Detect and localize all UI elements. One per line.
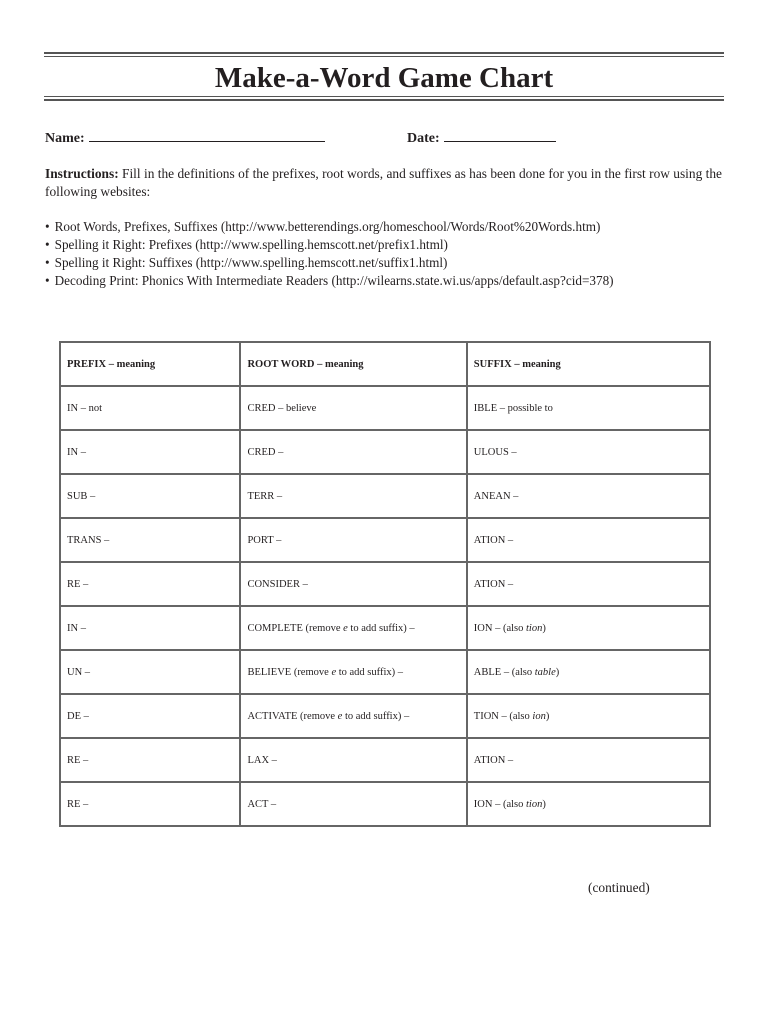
name-blank-line[interactable] [89,131,325,142]
table-header-row [60,342,710,386]
table-row [60,606,710,650]
cell-italic-text: e [337,710,343,722]
cell-text: ATION – [473,578,514,590]
make-a-word-table [59,341,711,827]
name-label: Name: [45,131,85,146]
cell-text: LAX – [247,754,277,766]
header-fields [45,131,725,151]
title-rule-top-thick [44,52,724,54]
table-row [60,694,710,738]
prefix-cell[interactable]: RE – [60,562,240,606]
table-row [60,386,710,430]
table-body [60,386,710,826]
instructions-label: Instructions: [45,166,119,181]
cell-text: CRED – [247,446,284,458]
cell-text: ION – (also [473,622,526,634]
prefix-cell[interactable]: RE – [60,738,240,782]
date-field [407,131,556,147]
cell-italic-text: tion [525,622,543,634]
cell-text: ) [542,798,546,810]
cell-text: COMPLETE (remove [247,622,344,634]
root-word-cell[interactable] [240,430,466,474]
cell-text: to add suffix) – [342,710,410,722]
suffix-cell[interactable] [467,562,710,606]
name-field [45,131,325,147]
root-word-cell[interactable] [240,650,466,694]
cell-text: BELIEVE (remove [247,666,332,678]
table-row [60,518,710,562]
root-word-cell[interactable] [240,694,466,738]
website-link[interactable]: • Spelling it Right: Suffixes (http://www.spelling.hemscott.net/suffix1.html) [45,254,725,272]
header-prefix: PREFIX – meaning [60,342,240,386]
cell-text: TERR – [247,490,283,502]
suffix-cell[interactable] [467,474,710,518]
suffix-cell[interactable] [467,606,710,650]
cell-text: ACT – [247,798,277,810]
continued-note: (continued) [588,880,650,895]
root-word-cell[interactable] [240,474,466,518]
date-blank-line[interactable] [444,131,556,142]
title-rule-bottom-thick [44,99,724,101]
cell-text: IBLE – possible to [473,402,553,414]
suffix-cell[interactable] [467,386,710,430]
cell-italic-text: e [331,666,337,678]
cell-text: ) [542,622,546,634]
page-title: Make-a-Word Game Chart [214,62,554,94]
suffix-cell[interactable] [467,430,710,474]
cell-text: ) [545,710,550,722]
root-word-cell[interactable] [240,782,466,826]
header-suffix: SUFFIX – meaning [467,342,710,386]
prefix-cell[interactable]: UN – [60,650,240,694]
cell-italic-text: table [534,666,556,678]
cell-text: ) [555,666,560,678]
prefix-cell[interactable]: TRANS – [60,518,240,562]
cell-text: ATION – [473,754,514,766]
suffix-cell[interactable] [467,782,710,826]
header-root-word: ROOT WORD – meaning [240,342,466,386]
prefix-cell[interactable]: SUB – [60,474,240,518]
website-list [45,218,725,290]
table-row [60,650,710,694]
cell-italic-text: tion [525,798,543,810]
website-link[interactable]: • Root Words, Prefixes, Suffixes (http://www.betterendings.org/homeschool/Words/Root%20Words.htm) [45,218,725,236]
root-word-cell[interactable] [240,738,466,782]
table-row [60,430,710,474]
instructions [45,165,727,201]
title-rule-top-thin [44,56,724,57]
cell-text: ION – (also [473,798,526,810]
suffix-cell[interactable] [467,738,710,782]
table-row [60,474,710,518]
cell-text: ULOUS – [473,446,517,458]
root-word-cell[interactable] [240,518,466,562]
prefix-cell[interactable]: IN – [60,430,240,474]
root-word-cell[interactable] [240,606,466,650]
cell-text: to add suffix) – [336,666,403,678]
cell-text: ABLE – (also [473,666,535,678]
cell-text: PORT – [247,534,282,546]
root-word-cell[interactable] [240,386,466,430]
cell-italic-text: e [343,622,348,634]
title-rule-bottom-thin [44,96,724,97]
cell-italic-text: ion [532,710,546,722]
suffix-cell[interactable] [467,518,710,562]
root-word-cell[interactable] [240,562,466,606]
table-row [60,782,710,826]
suffix-cell[interactable] [467,694,710,738]
suffix-cell[interactable] [467,650,710,694]
instructions-text: Fill in the definitions of the prefixes, root words, and suffixes as has been done for you in the first row using the following websites: [45,166,723,199]
prefix-cell[interactable]: IN – not [60,386,240,430]
cell-text: ANEAN – [473,490,519,502]
website-link[interactable]: • Decoding Print: Phonics With Intermediate Readers (http://wilearns.state.wi.us/apps/default.asp?cid=378) [45,272,725,290]
table-row [60,738,710,782]
prefix-cell[interactable]: RE – [60,782,240,826]
prefix-cell[interactable]: IN – [60,606,240,650]
date-label: Date: [407,131,440,146]
cell-text: CRED – believe [247,402,317,414]
cell-text: CONSIDER – [247,578,308,590]
cell-text: ACTIVATE (remove [247,710,338,722]
cell-text: to add suffix) – [347,622,415,634]
prefix-cell[interactable]: DE – [60,694,240,738]
table-row [60,562,710,606]
website-link[interactable]: • Spelling it Right: Prefixes (http://www.spelling.hemscott.net/prefix1.html) [45,236,725,254]
cell-text: TION – (also [473,710,533,722]
cell-text: ATION – [473,534,514,546]
